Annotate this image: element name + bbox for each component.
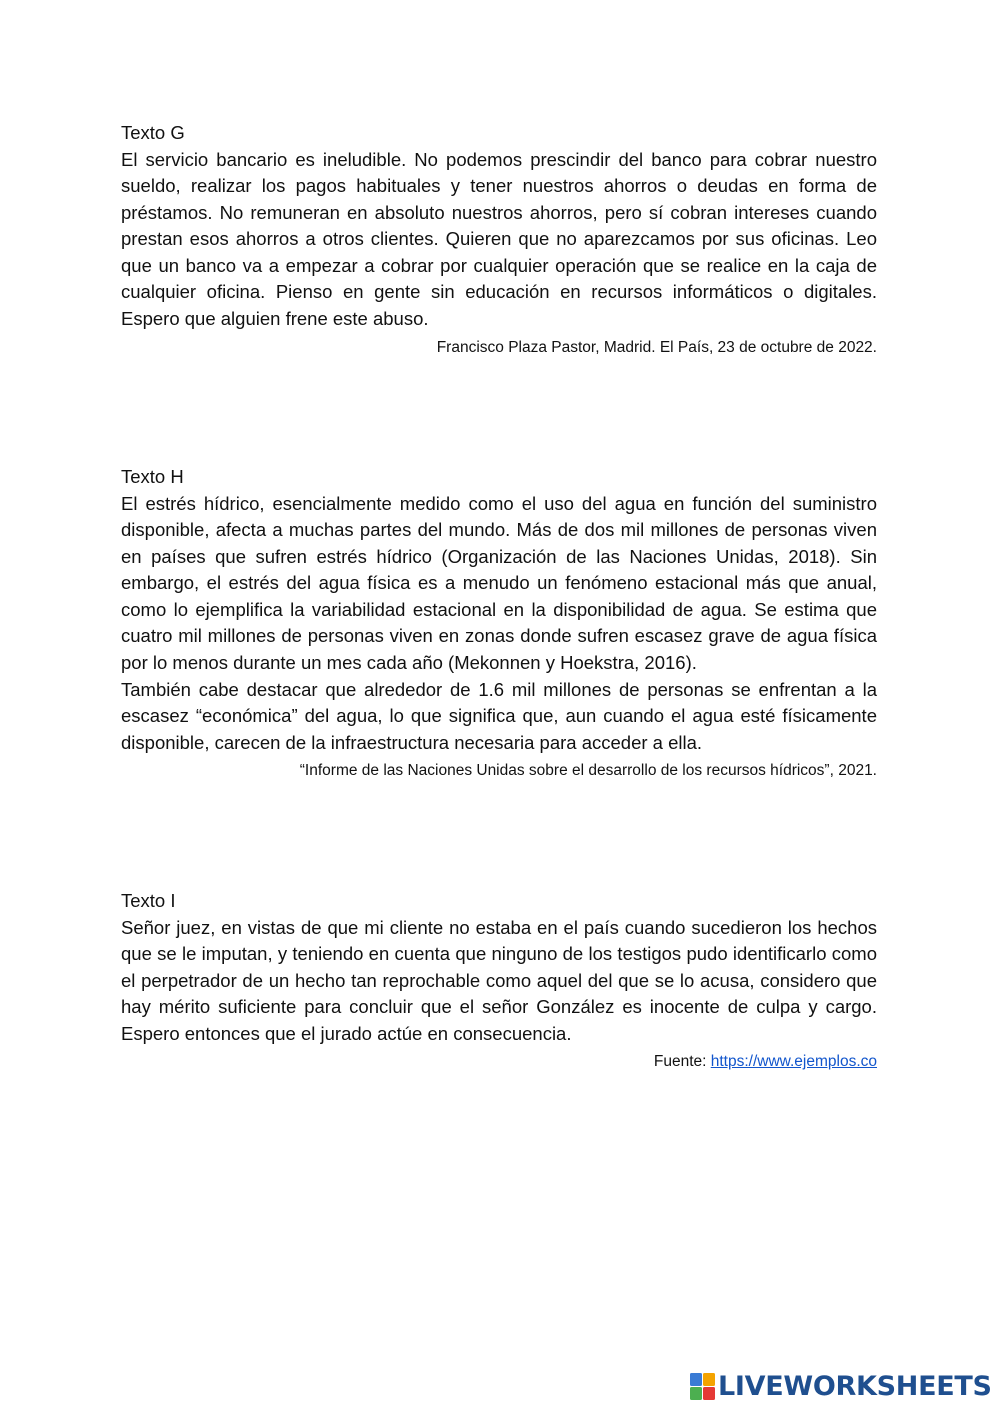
text-title: Texto G (121, 122, 185, 143)
text-block-i (121, 888, 877, 1074)
logo-square-1 (690, 1373, 702, 1386)
text-source: “Informe de las Naciones Unidas sobre el desarrollo de los recursos hídricos”, 2021. (299, 762, 877, 780)
text-title: Texto H (121, 466, 184, 487)
text-block-h (121, 464, 877, 783)
text-block-g (121, 120, 877, 360)
liveworksheets-logo-icon (690, 1373, 716, 1401)
text-paragraph: También cabe destacar que alrededor de 1.6 mil millones de personas se enfrentan a la escasez “económica” del agua, lo que significa que, aun cuando el agua esté físicamente disponible, carecen de la infraestructura necesaria para acceder a ella. (121, 678, 877, 753)
text-paragraph: El servicio bancario es ineludible. No podemos prescindir del banco para cobrar nuestro sueldo, realizar los pagos habituales y tener nuestros ahorros o deudas en forma de préstamos. No remuneran en absoluto nuestros ahorros, pero sí cobran intereses cuando prestan esos ahorros a otros clientes. Quieren que no aparezcamos por sus oficinas. Leo que un banco va a empezar a cobrar por cualquier operación que se realice en la caja de cualquier oficina. Pienso en gente sin educación en recursos informáticos o digitales. Espero que alguien frene este abuso. (121, 148, 877, 330)
liveworksheets-brand (690, 1370, 992, 1404)
source-link[interactable]: https://www.ejemplos.co (710, 1053, 877, 1071)
text-paragraph: El estrés hídrico, esencialmente medido como el uso del agua en función del suministro disponible, afecta a muchas partes del mundo. Más de dos mil millones de personas viven en países que sufren estrés hídrico (Organización de las Naciones Unidas, 2018). Sin embargo, el estrés del agua física es a menudo un fenómeno estacional más que anual, como lo ejemplifica la variabilidad estacional en la disponibilidad de agua. Se estima que cuatro mil millones de personas viven en zonas donde sufren escasez grave de agua física por lo menos durante un mes cada año (Mekonnen y Hoekstra, 2016). (121, 492, 877, 674)
source-prefix: Fuente: (653, 1053, 711, 1071)
logo-square-4 (703, 1387, 715, 1400)
text-title: Texto I (121, 890, 176, 911)
text-source: Francisco Plaza Pastor, Madrid. El País, 23 de octubre de 2022. (436, 338, 877, 356)
logo-square-2 (703, 1373, 715, 1386)
logo-square-3 (690, 1387, 702, 1400)
text-source (121, 1050, 877, 1074)
text-paragraph: Señor juez, en vistas de que mi cliente no estaba en el país cuando sucedieron los hechos que se le imputan, y teniendo en cuenta que ninguno de los testigos pudo identificarlo como el perpetrador de un hecho tan reprochable como aquel del que se lo acusa, considero que hay mérito suficiente para concluir que el señor González es inocente de culpa y cargo. Espero entonces que el jurado actúe en consecuencia. (121, 916, 877, 1044)
brand-name: LIVEWORKSHEETS (718, 1371, 992, 1402)
